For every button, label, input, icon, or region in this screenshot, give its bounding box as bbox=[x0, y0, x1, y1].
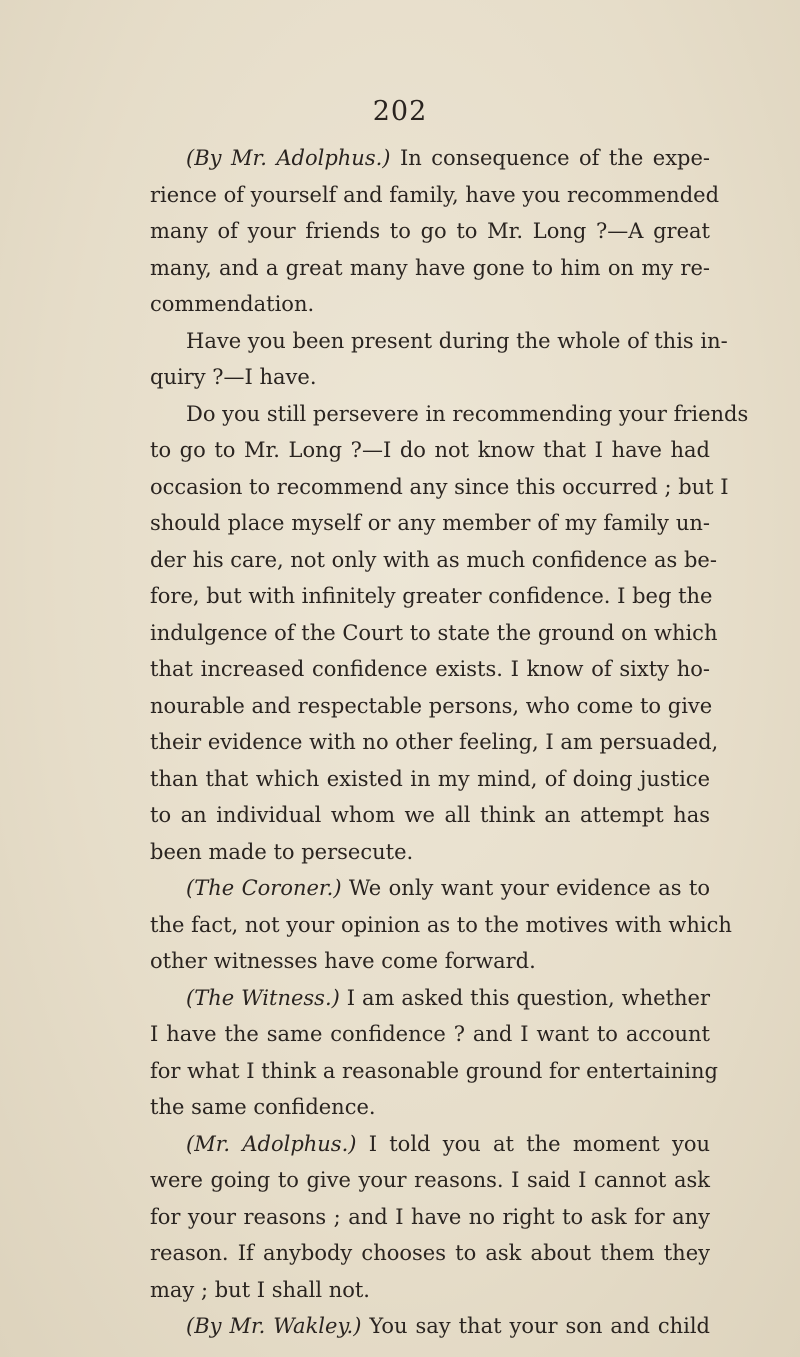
text-line bbox=[150, 1016, 710, 1053]
line-text: I told you at the moment you bbox=[356, 1131, 710, 1156]
text-line bbox=[150, 578, 713, 615]
line-text: Do you still persevere in recommending your friends bbox=[186, 401, 749, 426]
line-text: We only want your evidence as to bbox=[341, 876, 710, 900]
line-text: for your reasons ; and I have no right to ask for any bbox=[150, 1204, 710, 1229]
line-text: I have the same confidence ? and I want to account bbox=[150, 1022, 710, 1046]
speaker-label: (By Mr. Wakley.) bbox=[186, 1314, 362, 1338]
text-line bbox=[150, 1272, 710, 1309]
line-text: may ; but I shall not. bbox=[150, 1277, 370, 1302]
line-text: were going to give your reasons. I said I cannot ask bbox=[150, 1168, 710, 1192]
text-line bbox=[150, 542, 717, 579]
speaker-label: (The Witness.) bbox=[186, 985, 340, 1010]
line-text: the fact, not your opinion as to the motives with which bbox=[150, 912, 732, 937]
line-text: fore, but with infinitely greater confidence. I beg the bbox=[150, 584, 713, 608]
text-line bbox=[150, 359, 710, 396]
text-line bbox=[150, 1162, 710, 1199]
text-line bbox=[150, 505, 710, 542]
text-line bbox=[150, 761, 710, 798]
text-line bbox=[150, 396, 749, 433]
speaker-label: (The Coroner.) bbox=[186, 876, 342, 900]
line-text: their evidence with no other feeling, I am persuaded, bbox=[150, 730, 719, 754]
line-text: nourable and respectable persons, who come to give bbox=[150, 693, 713, 718]
line-text: to an individual whom we all think an attempt has bbox=[150, 803, 710, 827]
text-line bbox=[150, 250, 710, 287]
text-line bbox=[150, 323, 728, 360]
line-text: indulgence of the Court to state the ground on which bbox=[150, 620, 718, 645]
line-text: many of your friends to go to Mr. Long ?—A great bbox=[150, 219, 710, 243]
line-text: for what I think a reasonable ground for entertaining bbox=[150, 1058, 718, 1083]
line-text: to go to Mr. Long ?—I do not know that I have had bbox=[150, 438, 710, 462]
line-text: other witnesses have come forward. bbox=[150, 949, 536, 973]
body-text bbox=[150, 140, 749, 1345]
line-text: that increased confidence exists. I know of sixty ho- bbox=[150, 657, 710, 681]
text-line bbox=[150, 1308, 710, 1345]
page-number: 202 bbox=[372, 96, 428, 127]
text-line bbox=[150, 688, 713, 725]
line-text: reason. If anybody chooses to ask about them they bbox=[150, 1241, 710, 1265]
text-line bbox=[150, 907, 732, 944]
line-text: In consequence of the expe- bbox=[390, 146, 711, 170]
text-line bbox=[150, 1089, 710, 1126]
text-line bbox=[150, 432, 710, 469]
line-text: quiry ?—I have. bbox=[150, 365, 317, 389]
text-line bbox=[150, 943, 710, 980]
text-line bbox=[150, 797, 710, 834]
text-line bbox=[150, 286, 710, 323]
line-text: the same confidence. bbox=[150, 1095, 376, 1119]
text-line bbox=[150, 870, 710, 907]
line-text: rience of yourself and family, have you recommended bbox=[150, 182, 720, 207]
text-line bbox=[150, 1235, 710, 1272]
line-text: der his care, not only with as much confidence as be- bbox=[150, 547, 717, 572]
text-line bbox=[150, 980, 710, 1017]
text-line bbox=[150, 140, 710, 177]
text-line bbox=[150, 651, 710, 688]
speaker-label: (Mr. Adolphus.) bbox=[186, 1131, 357, 1156]
text-line bbox=[150, 469, 729, 506]
text-line bbox=[150, 1199, 710, 1236]
line-text: You say that your son and child bbox=[361, 1314, 710, 1338]
line-text: Have you been present during the whole of this in- bbox=[186, 328, 728, 353]
text-line bbox=[150, 213, 710, 250]
text-line bbox=[150, 724, 719, 761]
text-line bbox=[150, 834, 710, 871]
line-text: been made to persecute. bbox=[150, 839, 414, 864]
line-text: many, and a great many have gone to him on my re- bbox=[150, 255, 710, 280]
text-line bbox=[150, 615, 718, 652]
line-text: commendation. bbox=[150, 292, 315, 316]
line-text: occasion to recommend any since this occurred ; but I bbox=[150, 474, 729, 499]
text-line bbox=[150, 177, 720, 214]
line-text: should place myself or any member of my family un- bbox=[150, 511, 710, 535]
line-text: I am asked this question, whether bbox=[339, 985, 710, 1010]
text-line bbox=[150, 1126, 710, 1163]
line-text: than that which existed in my mind, of doing justice bbox=[150, 766, 710, 791]
text-line bbox=[150, 1053, 718, 1090]
speaker-label: (By Mr. Adolphus.) bbox=[186, 146, 391, 170]
